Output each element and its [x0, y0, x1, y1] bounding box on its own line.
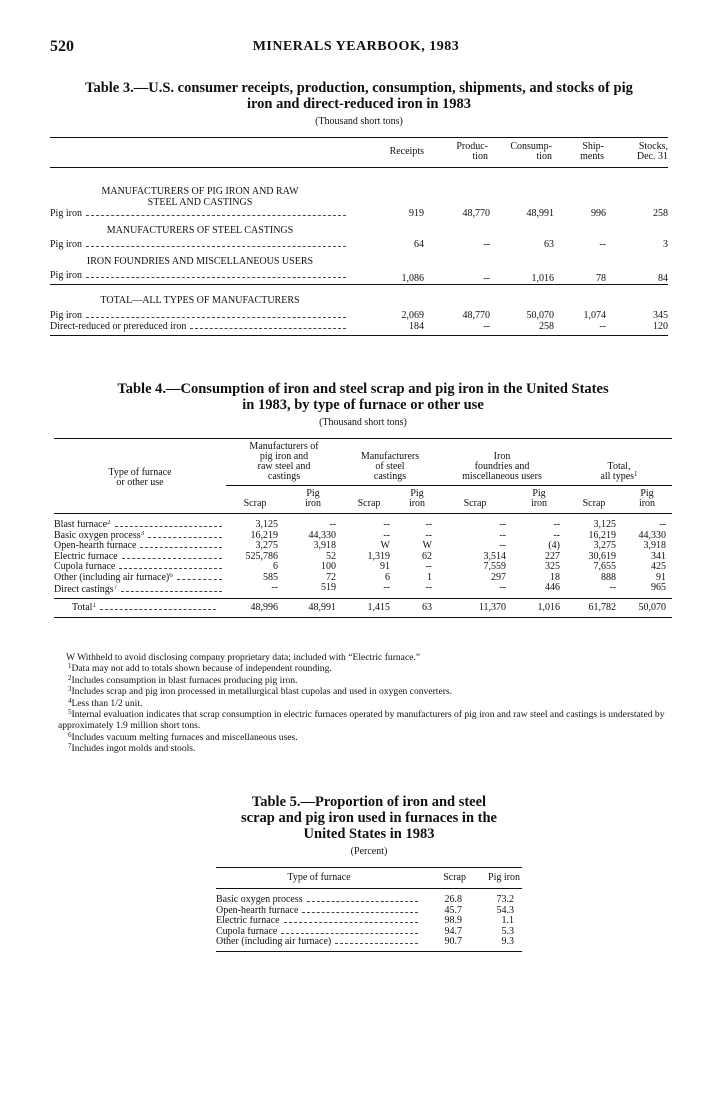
cell-value: --: [553, 529, 560, 541]
cell-value: 3,514: [483, 550, 506, 562]
cell-value: 3,125: [593, 519, 616, 530]
cell-value: 1,319: [367, 550, 390, 562]
cell-value: --: [425, 582, 432, 593]
running-title: MINERALS YEARBOOK, 1983: [252, 39, 460, 54]
cell-value: --: [609, 582, 616, 593]
section-heading: MANUFACTURERS OF STEEL CASTINGS: [106, 225, 294, 236]
cell-value: --: [383, 529, 390, 541]
column-header: Ship- ments: [554, 138, 606, 168]
table-4-unit: (Thousand short tons): [319, 417, 407, 428]
group-header: Total, all types$^1$: [566, 439, 672, 486]
subcolumn-header: Scrap: [226, 486, 284, 514]
cell-value: 9.3: [470, 937, 522, 951]
table-3: [50, 80, 668, 336]
table-row: [216, 916, 522, 927]
cell-value: 7,655: [593, 561, 616, 572]
cell-value: --: [425, 561, 432, 572]
column-header: Receipts: [350, 138, 430, 168]
table-row: [216, 927, 522, 938]
caption-line: iron and direct-reduced iron in 1983: [246, 96, 472, 112]
row-label: Open-hearth furnace: [216, 906, 422, 917]
cell-value: --: [329, 519, 336, 530]
page-number: 520: [50, 38, 74, 55]
row-label: Electric furnace: [216, 916, 422, 927]
table-row: [54, 531, 672, 542]
cell-value: 965: [651, 582, 666, 593]
cell-value: --: [271, 582, 278, 593]
row-label: Direct castings$^7$: [54, 583, 226, 598]
cell-value: --: [425, 529, 432, 541]
table-3-header-row: [50, 138, 668, 168]
cell-value: W: [380, 540, 390, 551]
cell-value: --: [499, 519, 506, 530]
table-row: [54, 562, 672, 573]
column-header: Scrap: [422, 868, 470, 889]
table-4-footnotes: [58, 652, 674, 755]
cell-value: 26.8: [444, 894, 462, 905]
table-row: Pig iron 919 48,770 48,991 996 258: [50, 208, 668, 219]
cell-value: 30,619: [588, 550, 616, 562]
cell-value: 72: [326, 571, 336, 583]
footnote: $^2$Includes consumption in blast furnaces producing pig iron.: [68, 673, 298, 686]
column-header: Pig iron: [470, 868, 522, 889]
cell-value: 90.7: [422, 937, 470, 951]
table-4-grid: [54, 438, 672, 618]
cell-value: 3,918: [313, 540, 336, 551]
group-header: Manufacturers of pig iron and raw steel and castings: [226, 439, 342, 486]
table-row: [216, 937, 522, 951]
cell-value: --: [499, 582, 506, 593]
cell-value: 3,125: [255, 519, 278, 530]
cell-value: 341: [651, 550, 666, 562]
table-4-group-header-row: [54, 439, 672, 486]
row-label: Other (including air furnace): [216, 937, 422, 951]
cell-value: 7,559: [483, 561, 506, 572]
cell-value: --: [383, 582, 390, 593]
cell-value: 3,275: [593, 540, 616, 551]
caption-line: in 1983, by type of furnace or other use: [242, 397, 484, 413]
cell-value: 888: [601, 571, 616, 583]
table-5-header-row: [216, 868, 522, 889]
caption-line: Table 3.—U.S. consumer receipts, production, consumption, shipments, and stocks of pig: [85, 80, 633, 96]
cell-value: 6: [273, 561, 278, 572]
table-3-grid: [50, 137, 668, 336]
cell-value: --: [499, 540, 506, 551]
table-3-caption: [50, 80, 668, 112]
column-header: Stocks, Dec. 31: [606, 138, 668, 168]
cell-value: 44,330: [308, 529, 336, 541]
cell-value: 91: [656, 571, 666, 583]
section-heading: MANUFACTURERS OF PIG IRON AND RAW STEEL AND CASTINGS: [101, 186, 299, 208]
cell-value: 100: [321, 561, 336, 572]
table-row: Pig iron 2,069 48,770 50,070 1,074 345: [50, 310, 668, 321]
table-5: [216, 794, 522, 952]
subcolumn-header: Pig iron: [622, 486, 672, 514]
cell-value: 16,219: [588, 529, 616, 541]
caption-line: United States in 1983: [303, 826, 435, 842]
row-label: Electric furnace: [54, 552, 226, 563]
table-4-caption: [54, 381, 672, 413]
cell-value: 18: [550, 571, 560, 583]
footnote: $^5$Internal evaluation indicates that scrap consumption in electric furnaces operated by manufacturers of pig iron and raw steel and castings is understated by approximately 1.9 million short tons.: [58, 708, 665, 732]
column-header: Consump- tion: [490, 138, 554, 168]
cell-value: (4): [548, 540, 560, 551]
table-5-grid: [216, 867, 522, 952]
subcolumn-header: Pig iron: [284, 486, 342, 514]
caption-line: scrap and pig iron used in furnaces in the: [241, 810, 497, 826]
row-label: Cupola furnace: [54, 562, 226, 573]
table-row: Pig iron 64 -- 63 -- 3: [50, 239, 668, 250]
cell-value: --: [659, 519, 666, 530]
cell-value: 1.1: [501, 915, 514, 926]
cell-value: 52: [326, 550, 336, 562]
subcolumn-header: Pig iron: [396, 486, 438, 514]
cell-value: 425: [651, 561, 666, 572]
cell-value: 6: [385, 571, 390, 583]
cell-value: 525,786: [245, 550, 278, 562]
table-3-unit: (Thousand short tons): [315, 116, 403, 127]
cell-value: 94.7: [444, 925, 462, 937]
table-row: [216, 889, 522, 906]
cell-value: 54.3: [496, 904, 514, 916]
caption-line: Table 5.—Proportion of iron and steel: [251, 794, 487, 810]
table-row: [54, 583, 672, 598]
row-label: Other (including air furnace)$^6$: [54, 573, 226, 584]
column-header: Produc- tion: [430, 138, 490, 168]
table-row: Pig iron 1,086 -- 1,016 78 84: [50, 267, 668, 285]
table-row: [216, 906, 522, 917]
cell-value: --: [383, 519, 390, 530]
stub-header: Type of furnace or other use: [54, 439, 226, 514]
cell-value: 325: [545, 561, 560, 572]
total-row: Total$^1$ 48,996 48,991 1,415 63 11,370 1,016 61,782 50,070: [54, 598, 672, 618]
cell-value: 44,330: [638, 529, 666, 541]
cell-value: W: [422, 540, 432, 551]
group-header: Manufacturers of steel castings: [342, 439, 438, 486]
subcolumn-header: Scrap: [438, 486, 512, 514]
cell-value: 227: [545, 550, 560, 562]
cell-value: 585: [263, 571, 278, 583]
cell-value: 519: [321, 582, 336, 593]
row-label: Cupola furnace: [216, 927, 422, 938]
table-row: Direct-reduced or prereduced iron 184 -- 258 -- 120: [50, 321, 668, 336]
cell-value: --: [553, 519, 560, 530]
column-header: Type of furnace: [216, 868, 422, 889]
section-heading: TOTAL—ALL TYPES OF MANUFACTURERS: [100, 295, 300, 306]
footnote: $^6$Includes vacuum melting furnaces and miscellaneous uses.: [68, 730, 298, 743]
row-label: Open-hearth furnace: [54, 541, 226, 552]
table-row: [54, 573, 672, 584]
row-label: Basic oxygen process$^3$: [54, 531, 226, 542]
table-5-unit: (Percent): [350, 846, 388, 857]
cell-value: 3,918: [643, 540, 666, 551]
cell-value: 1: [427, 571, 432, 583]
cell-value: 45.7: [444, 904, 462, 916]
footnote: $^1$Data may not add to totals shown because of independent rounding.: [68, 662, 332, 675]
caption-line: Table 4.—Consumption of iron and steel scrap and pig iron in the United States: [117, 381, 609, 397]
footnote: W Withheld to avoid disclosing company proprietary data; included with “Electric furnace.”: [66, 652, 421, 663]
table-row: [54, 552, 672, 563]
cell-value: 91: [380, 561, 390, 572]
footnote: $^3$Includes scrap and pig iron processed in metallurgical blast cupolas and used in oxygen converters.: [68, 685, 453, 698]
cell-value: 98.9: [444, 915, 462, 926]
group-header: Iron foundries and miscellaneous users: [438, 439, 566, 486]
cell-value: 5.3: [501, 925, 514, 937]
table-row: [54, 541, 672, 552]
section-heading: IRON FOUNDRIES AND MISCELLANEOUS USERS: [86, 256, 314, 267]
row-label: Basic oxygen process: [216, 889, 422, 906]
footnote: $^4$Less than 1/2 unit.: [68, 696, 143, 709]
stub-header: [50, 138, 350, 168]
cell-value: 297: [491, 571, 506, 583]
cell-value: 16,219: [250, 529, 278, 541]
subcolumn-header: Scrap: [342, 486, 396, 514]
cell-value: 73.2: [496, 894, 514, 905]
subcolumn-header: Pig iron: [512, 486, 566, 514]
footnote: $^7$Includes ingot molds and stools.: [68, 742, 196, 755]
table-4: [54, 381, 672, 618]
cell-value: 3,275: [255, 540, 278, 551]
row-label: Blast furnace$^2$: [54, 514, 226, 531]
cell-value: 62: [422, 550, 432, 562]
page-header: [50, 38, 662, 58]
cell-value: --: [499, 529, 506, 541]
table-5-caption: [216, 794, 522, 842]
cell-value: 446: [545, 582, 560, 593]
cell-value: --: [425, 519, 432, 530]
table-row: [54, 514, 672, 531]
subcolumn-header: Scrap: [566, 486, 622, 514]
